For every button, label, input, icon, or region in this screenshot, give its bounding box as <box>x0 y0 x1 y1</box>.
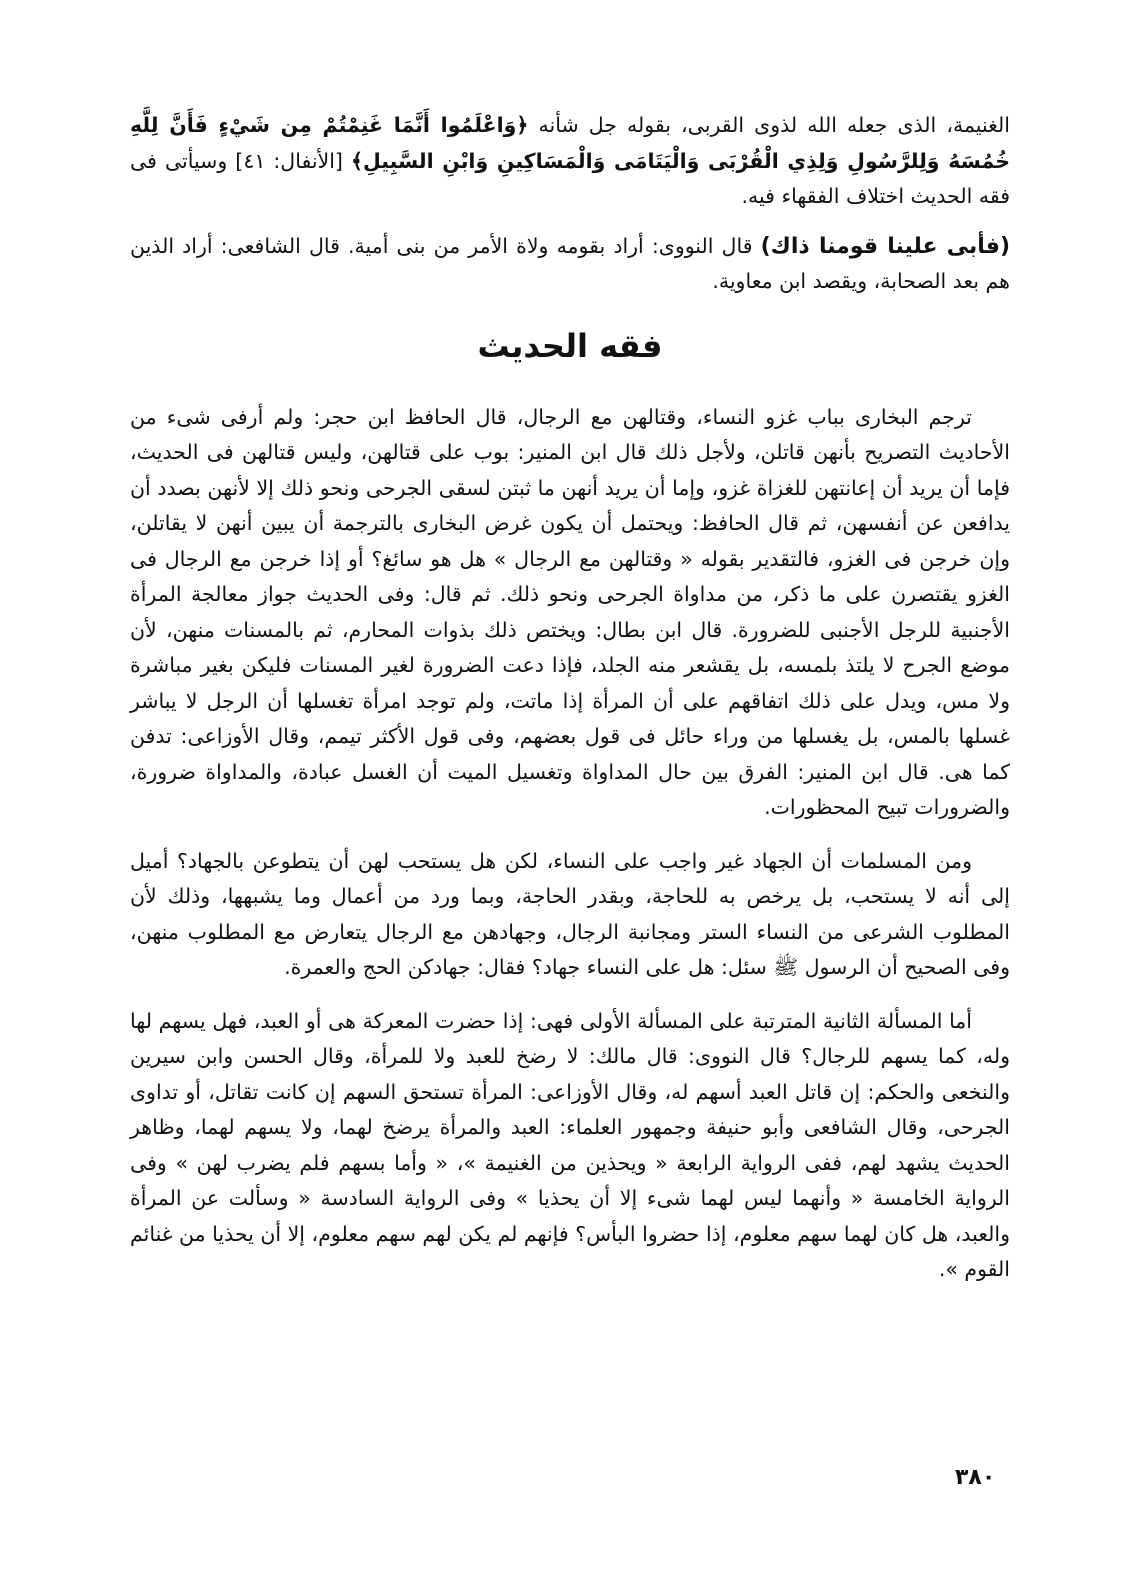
body-paragraph: ترجم البخارى بباب غزو النساء، وقتالهن مع الرجال، قال الحافظ ابن حجر: ولم أرفى شىء من الأحاديث التصريح بأنهن قاتلن، ولأجل ذلك قال ابن المنير: بوب على قتالهن، وليس قتالهن فى الحديث، فإما أن يريد أن إعانتهن للغزاة غزو، وإما أن يريد أنهن ما ثبتن لسقى الجرحى ونحو ذلك إلا لأنهن بصدد أن يدافعن عن أنفسهن، ثم قال الحافظ: ويحتمل أن يكون غرض البخارى بالترجمة أن يبين أنهن لا يقاتلن، وإن خرجن فى الغزو، فالتقدير بقوله « وقتالهن مع الرجال » هل هو سائغ؟ أو إذا خرجن مع الرجال فى الغزو يقتصرن على ما ذكر، من مداواة الجرحى ونحو ذلك. ثم قال: وفى الحديث جواز معالجة المرأة الأجنبية للرجل الأجنبى للضرورة. قال ابن بطال: ويختص ذلك بذوات المحارم، ثم بالمسنات منهن، لأن موضع الجرح لا يلتذ بلمسه، بل يقشعر منه الجلد، فإذا دعت الضرورة لغير المسنات فليكن بغير مباشرة ولا مس، ويدل على ذلك اتفاقهم على أن المرأة إذا ماتت، ولم توجد امرأة تغسلها أن الرجل لا يباشر غسلها بالمس، بل يغسلها من وراء حائل فى قول بعضهم، وفى قول الأكثر تيمم، وقال الأوزاعى: تدفن كما هى. قال ابن المنير: الفرق بين حال المداواة وتغسيل الميت أن الغسل عبادة، والمداواة ضرورة، والضرورات تبيح المحظورات. <box>130 404 1010 819</box>
intro-text-after: [الأنفال: ٤١] وسيأتى فى فقه الحديث اختلاف الفقهاء فيه. <box>130 148 1010 208</box>
book-page <box>130 108 1010 1288</box>
body-paragraph: ومن المسلمات أن الجهاد غير واجب على النساء، لكن هل يستحب لهن أن يتطوعن بالجهاد؟ أميل إلى أنه لا يستحب، بل يرخص به للحاجة، وبقدر الحاجة، وبما ورد من أعمال وما يشبهها، وذلك لأن المطلوب الشرعى من النساء الستر ومجانبة الرجال، وجهادهن مع الرجال يتعارض مع المطلوب منهن، وفى الصحيح أن الرسول ﷺ سئل: هل على النساء جهاد؟ فقال: جهادكن الحج والعمرة. <box>130 848 1010 979</box>
hadith-phrase: (فأبى علينا قومنا ذاك) <box>760 233 1010 259</box>
intro-paragraph <box>130 108 1010 215</box>
explanation-text: قال النووى: أراد بقومه ولاة الأمر من بنى أمية. قال الشافعى: أراد الذين هم بعد الصحابة، ويقصد ابن معاوية. <box>130 233 1010 293</box>
body-paragraph: أما المسألة الثانية المترتبة على المسألة الأولى فهى: إذا حضرت المعركة هى أو العبد، فهل يسهم لها وله، كما يسهم للرجال؟ قال النووى: قال مالك: لا رضخ للعبد ولا للمرأة، وقال الحسن وابن سيرين والنخعى والحكم: إن قاتل العبد أسهم له، وقال الأوزاعى: المرأة تستحق السهم إن كانت تقاتل، أو تداوى الجرحى، وقال الشافعى وأبو حنيفة وجمهور العلماء: العبد والمرأة يرضخ لهما، ولا يسهم لهما، وظاهر الحديث يشهد لهم، ففى الرواية الرابعة « ويحذين من الغنيمة »، « وأما بسهم فلم يضرب لهن » وفى الرواية الخامسة « وأنهما ليس لهما شىء إلا أن يحذيا » وفى الرواية السادسة « وسألت عن المرأة والعبد، هل كان لهما سهم معلوم، إذا حضروا البأس؟ فإنهم لم يكن لهم سهم معلوم، إلا أن يحذيا من غنائم القوم ». <box>130 1008 1010 1281</box>
explanation-paragraph <box>130 229 1010 300</box>
intro-text: الغنيمة، الذى جعله الله لذوى القربى، بقوله جل شأنه <box>528 113 1010 137</box>
quran-verse: ﴿وَاعْلَمُوا أَنَّمَا غَنِمْتُمْ مِن شَيْءٍ فَأَنَّ لِلَّهِ خُمُسَهُ وَلِلرَّسُولِ وَلِذِي الْقُرْبَى وَالْيَتَامَى وَالْمَسَاكِينِ وَابْنِ السَّبِيلِ﴾ <box>130 113 1010 173</box>
page-number: ٣٨٠ <box>955 1465 996 1490</box>
section-heading: فقه الحديث <box>477 326 663 365</box>
